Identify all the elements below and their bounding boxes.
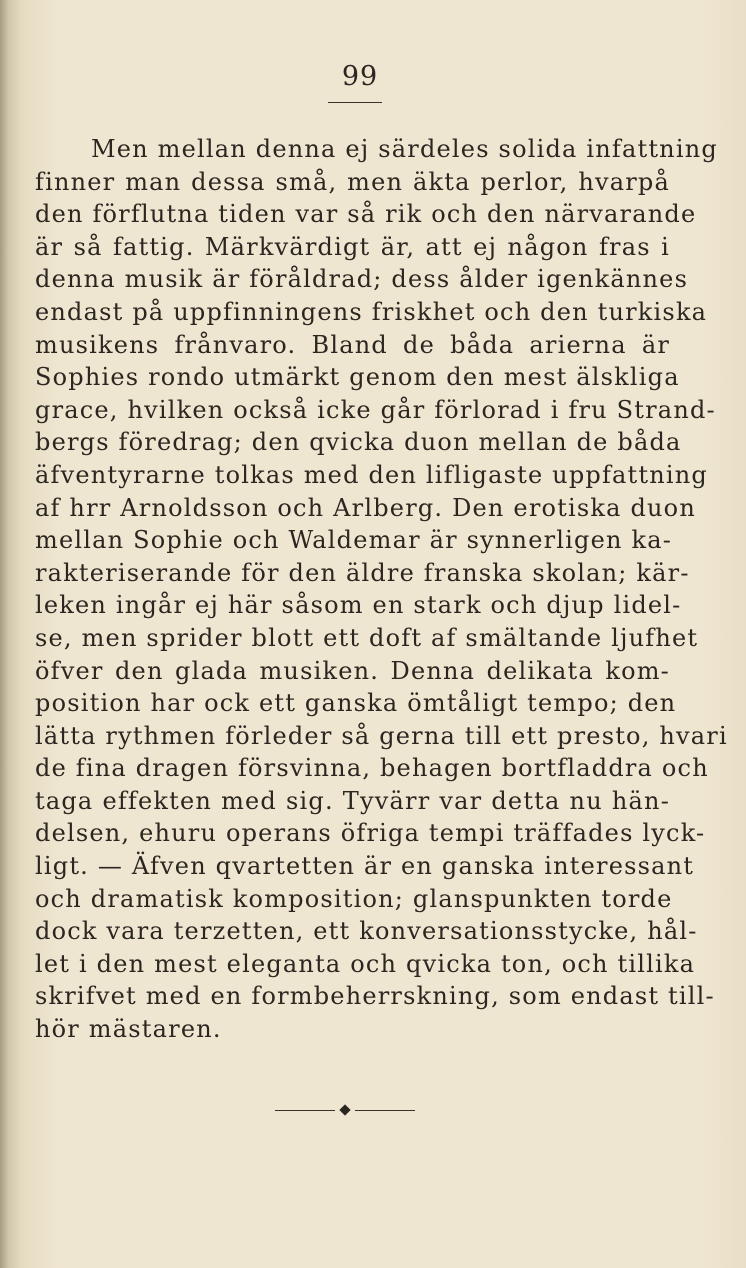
text-line: leken ingår ej här såsom en stark och djup lidel- (35, 591, 682, 620)
diamond-icon (339, 1104, 350, 1115)
text-line: de fina dragen försvinna, behagen bortfladdra och (35, 754, 709, 783)
text-line: af hrr Arnoldsson och Arlberg. Den erotiska duon (35, 493, 696, 522)
section-end-ornament (275, 1106, 415, 1116)
text-line: denna musik är föråldrad; dess ålder igenkännes (35, 265, 689, 294)
text-line: Men mellan denna ej särdeles solida infattning (91, 135, 718, 163)
text-line: skrifvet med en formbeherrskning, som endast till- (35, 982, 715, 1011)
text-line: endast på uppfinningens friskhet och den turkiska (35, 297, 708, 326)
text-line: musikens frånvaro. Bland de båda arierna är (35, 330, 670, 359)
text-line: se, men sprider blott ett doft af smältande ljufhet (35, 623, 699, 652)
page-number: 99 (341, 61, 379, 92)
text-line: mellan Sophie och Waldemar är synnerligen ka- (35, 526, 673, 555)
body-paragraph (35, 133, 728, 1046)
text-line: äfventyrarne tolkas med den lifligaste uppfattning (35, 460, 708, 489)
text-line: let i den mest eleganta och qvicka ton, och tillika (35, 949, 696, 978)
ornament-rule-left (275, 1110, 335, 1111)
text-line: taga effekten med sig. Tyvärr var detta nu hän- (35, 786, 670, 815)
text-line: ligt. — Äfven qvartetten är en ganska interessant (35, 852, 695, 881)
text-line: position har ock ett ganska ömtåligt tempo; den (35, 689, 677, 718)
text-line: finner man dessa små, men äkta perlor, hvarpå (35, 167, 670, 196)
text-line: dock vara terzetten, ett konversationsstycke, hål- (35, 917, 698, 946)
text-line: öfver den glada musiken. Denna delikata kom- (35, 656, 670, 685)
text-line: rakteriserande för den äldre franska skolan; kär- (35, 558, 690, 587)
text-line: grace, hvilken också icke går förlorad i fru Strand- (35, 395, 716, 424)
text-line: Sophies rondo utmärkt genom den mest älskliga (35, 363, 680, 392)
ornament-rule-right (355, 1110, 415, 1111)
text-line: bergs föredrag; den qvicka duon mellan de båda (35, 428, 682, 457)
text-line: delsen, ehuru operans öfriga tempi träffades lyck- (35, 819, 706, 848)
text-line: lätta rythmen förleder så gerna till ett presto, hvari (35, 721, 728, 750)
text-line: den förflutna tiden var så rik och den närvarande (35, 200, 697, 229)
page-number-rule (328, 102, 382, 103)
text-line: och dramatisk komposition; glanspunkten torde (35, 884, 673, 913)
text-line: är så fattig. Märkvärdigt är, att ej någon fras i (35, 232, 670, 261)
text-line: hör mästaren. (35, 1015, 222, 1044)
